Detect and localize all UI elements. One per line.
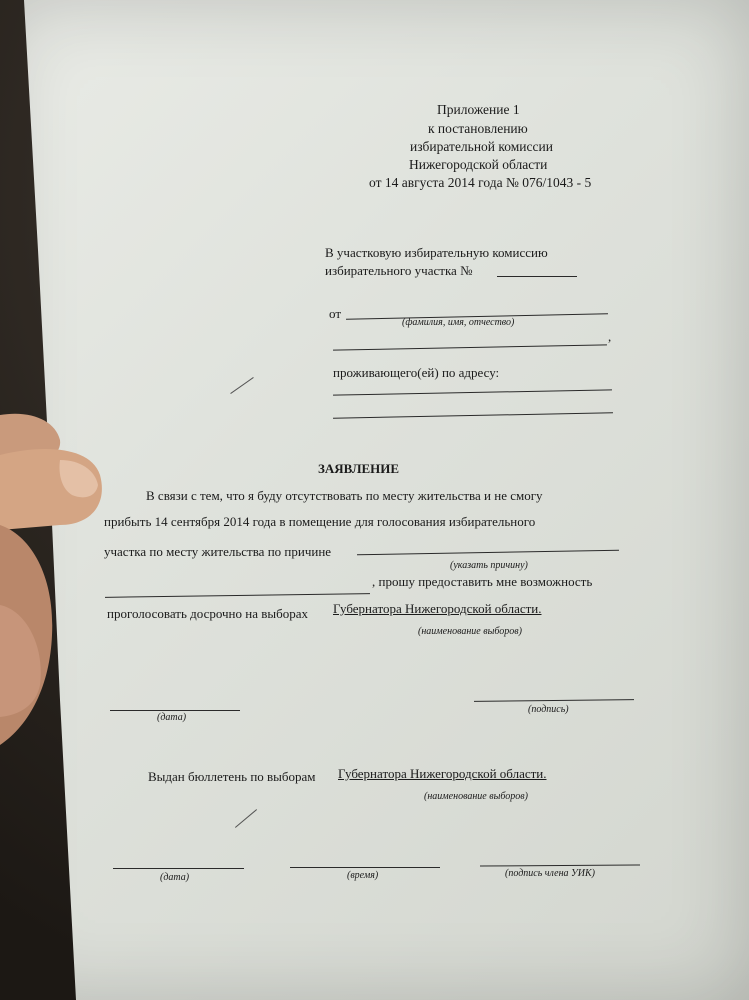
body-line-2: прибыть 14 сентября 2014 года в помещение для голосования избирательного bbox=[104, 514, 536, 529]
date-hint: (дата) bbox=[157, 712, 187, 723]
election-hint: (наименование выборов) bbox=[418, 626, 522, 637]
header-line-1: Приложение 1 bbox=[437, 102, 520, 117]
reason-hint: (указать причину) bbox=[450, 560, 528, 571]
document-title: ЗАЯВЛЕНИЕ bbox=[318, 461, 400, 476]
residence-label: проживающего(ей) по адресу: bbox=[333, 365, 500, 380]
header-line-4: Нижегородской области bbox=[409, 157, 548, 172]
ballot-election-name: Губернатора Нижегородской области. bbox=[338, 766, 547, 781]
body-line-1: В связи с тем, что я буду отсутствовать по месту жительства и не смогу bbox=[146, 488, 543, 503]
precinct-number-line bbox=[497, 276, 577, 277]
hand-image bbox=[0, 405, 110, 755]
name-comma: , bbox=[608, 329, 612, 344]
signature-hint: (подпись) bbox=[528, 704, 569, 715]
addressee-line-2: избирательного участка № bbox=[325, 263, 473, 278]
header-line-5: от 14 августа 2014 года № 076/1043 - 5 bbox=[369, 175, 592, 190]
addressee-line-1: В участковую избирательную комиссию bbox=[325, 245, 548, 260]
member-signature-hint: (подпись члена УИК) bbox=[505, 868, 595, 879]
body-line-4: , прошу предоставить мне возможность bbox=[372, 574, 593, 589]
header-line-3: избирательной комиссии bbox=[410, 139, 553, 154]
name-hint: (фамилия, имя, отчество) bbox=[402, 317, 515, 328]
date-line bbox=[110, 710, 240, 711]
ballot-time-hint: (время) bbox=[347, 870, 379, 881]
election-name: Губернатора Нижегородской области. bbox=[333, 601, 542, 616]
from-label: от bbox=[329, 306, 342, 321]
ballot-prefix: Выдан бюллетень по выборам bbox=[148, 769, 316, 784]
body-line-5-prefix: проголосовать досрочно на выборах bbox=[107, 606, 308, 621]
ballot-date-hint: (дата) bbox=[160, 872, 190, 883]
ballot-election-hint: (наименование выборов) bbox=[424, 791, 528, 802]
header-line-2: к постановлению bbox=[428, 121, 528, 136]
ballot-time-line bbox=[290, 867, 440, 868]
body-line-3: участка по месту жительства по причине bbox=[104, 544, 332, 559]
ballot-date-line bbox=[113, 868, 244, 869]
